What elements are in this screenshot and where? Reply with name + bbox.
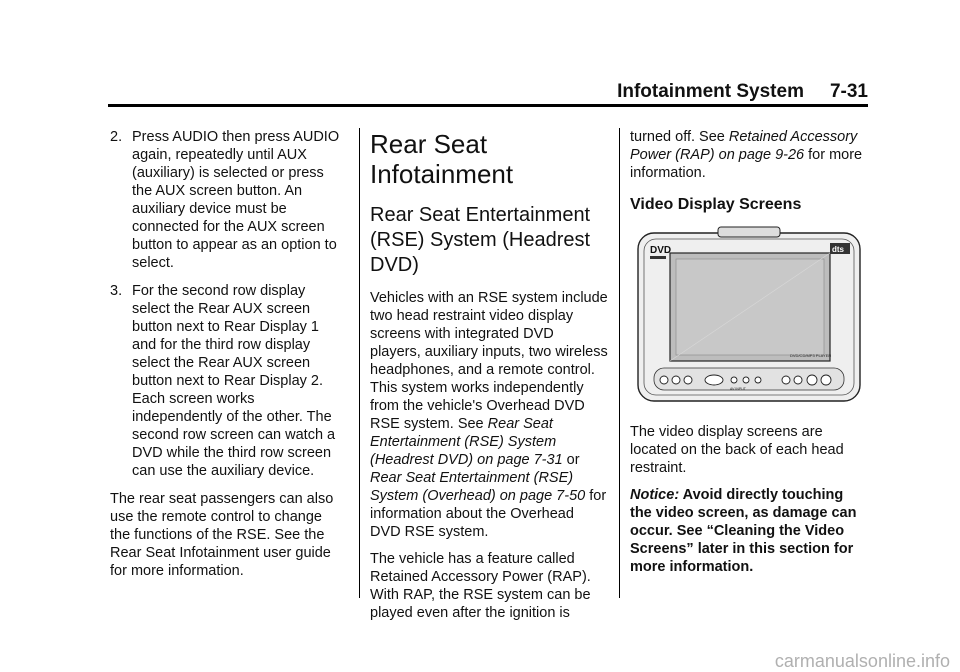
list-item [110,128,346,272]
cross-reference-link[interactable]: Rear Seat Entertainment (RSE) System (Overhead) on page 7-50 [370,470,586,504]
list-item-text: Press AUDIO then press AUDIO again, repeatedly until AUX (auxiliary) is selected or press the AUX screen button. An auxiliary device must be connected for the AUX screen button to appear as an option to select. [132,129,340,271]
paragraph: The vehicle has a feature called Retained Accessory Power (RAP). With RAP, the RSE system can be played even after the ignition is [370,551,591,621]
paragraph-text: turned off. See [630,129,725,145]
column-divider-left [359,128,360,598]
video-display-screen-figure [630,223,868,411]
subsection-heading: Video Display Screens [630,196,802,213]
header-section-title: Infotainment System [617,81,804,102]
header-page-number: 7-31 [829,81,868,102]
subsection-heading: Rear Seat Entertainment (RSE) System (Headrest DVD) [370,204,591,276]
paragraph-text: for information about the Overhead DVD RSE system. [370,488,607,540]
header-rule [108,104,868,107]
paragraph-text: for more information. [630,147,863,181]
player-label-text: DVD/CD/MP3 PLAYER [790,353,832,358]
paragraph-text: or [566,452,580,468]
column-3 [630,128,868,585]
notice-paragraph [630,486,868,576]
column-divider-right [619,128,620,598]
notice-label: Notice: [630,487,680,503]
paragraph: The video display screens are located on the back of each head restraint. [630,424,844,476]
list-item-text: For the second row display select the Rear AUX screen button next to Rear Display 1 and for the third row display select the Rear AUX screen button next to Rear Display 2. Each screen works independently of the other. The second row screen can watch a DVD while the third row screen can use the auxiliary device. [132,283,336,479]
dts-logo-text: dts [832,245,844,254]
av-input-label-text: AV INPUT [730,387,746,391]
dvd-logo-text: DVD [650,245,672,256]
list-item-number: 2. [110,129,123,145]
cross-reference-link[interactable]: Rear Seat Entertainment (RSE) System (Headrest DVD) on page 7-31 [370,416,563,468]
cross-reference-link[interactable]: Retained Accessory Power (RAP) on page 9-26 [630,129,858,163]
list-item [110,282,346,480]
paragraph: The rear seat passengers can also use the remote control to change the functions of the RSE. See the Rear Seat Infotainment user guide for more information. [110,491,334,579]
column-1 [110,128,346,589]
list-item-number: 3. [110,283,123,299]
page-header [108,80,868,104]
video-display-illustration [630,223,868,411]
paragraph-text: Vehicles with an RSE system include two head restraint video display screens with integrated DVD players, auxiliary inputs, two wireless headphones, and a remote control. This system works independently from the vehicle's Overhead DVD RSE system. See [370,290,608,432]
column-2 [370,128,608,631]
watermark: carmanualsonline.info [774,651,950,671]
notice-text: Avoid directly touching the video screen, as damage can occur. See “Cleaning the Video Screens” later in this section for more information. [630,487,857,575]
paragraph [370,289,608,541]
section-heading: Rear Seat Infotainment [370,129,514,189]
paragraph [630,128,868,182]
